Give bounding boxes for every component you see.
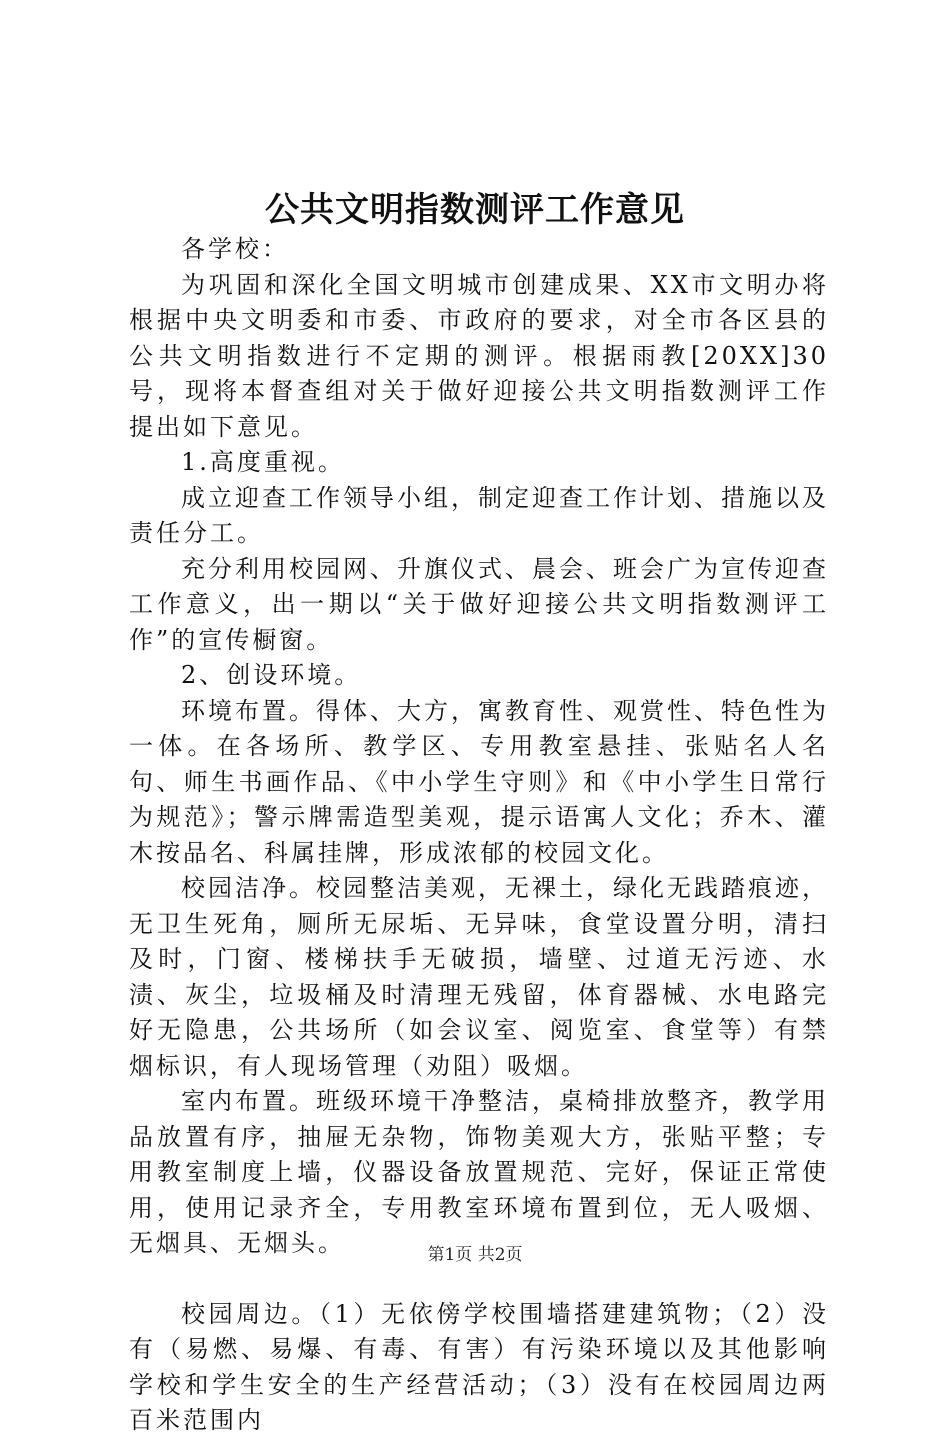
paragraph-indoor: 室内布置。班级环境干净整洁，桌椅排放整齐，教学用品放置有序，抽屉无杂物，饰物美观大方，张贴平整；专用教室制度上墙，仪器设备放置规范、完好，保证正常使用，使用记录齐全，专用教室环境布置到位，无人吸烟、无烟具、无烟头。	[129, 1087, 829, 1257]
document-title: 公共文明指数测评工作意见	[265, 190, 685, 230]
paragraph-environment: 环境布置。得体、大方，寓教育性、观赏性、特色性为一体。在各场所、教学区、专用教室悬挂、张贴名人名句、师生书画作品、《中小学生守则》和《中小学生日常行为规范》；警示牌需造型美观，提示语寓人文化；乔木、灌木按品名、科属挂牌，形成浓郁的校园文化。	[129, 696, 829, 867]
heading-2: 2、创设环境。	[181, 661, 362, 689]
paragraph-intro: 为巩固和深化全国文明城市创建成果、XX市文明办将根据中央文明委和市委、市政府的要求，对全市各区县的公共文明指数进行不定期的测评。根据雨教[20XX]30号，现将本督查组对关于做好迎接公共文明指数测评工作提出如下意见。	[129, 270, 829, 441]
page-footer: 第1页 共2页	[427, 1245, 523, 1265]
paragraph-1a: 成立迎查工作领导小组，制定迎查工作计划、措施以及责任分工。	[129, 483, 829, 547]
heading-1: 1.高度重视。	[181, 448, 345, 476]
paragraph-clean: 校园洁净。校园整洁美观，无裸土，绿化无践踏痕迹，无卫生死角，厕所无尿垢、无异味，食堂设置分明，清扫及时，门窗、楼梯扶手无破损，墙壁、过道无污迹、水渍、灰尘，垃圾桶及时清理无残留，体育器械、水电路完好无隐患，公共场所（如会议室、阅览室、食堂等）有禁烟标识，有人现场管理（劝阻）吸烟。	[129, 874, 829, 1080]
salutation: 各学校：	[181, 235, 289, 263]
paragraph-1b: 充分利用校园网、升旗仪式、晨会、班会广为宣传迎查工作意义，出一期以“关于做好迎接公共文明指数测评工作”的宣传橱窗。	[129, 554, 829, 654]
paragraph-surroundings: 校园周边。（1）无依傍学校围墙搭建建筑物；（2）没有（易燃、易爆、有毒、有害）有污染环境以及其他影响学校和学生安全的生产经营活动；（3）没有在校园周边两百米范围内	[129, 1299, 829, 1434]
